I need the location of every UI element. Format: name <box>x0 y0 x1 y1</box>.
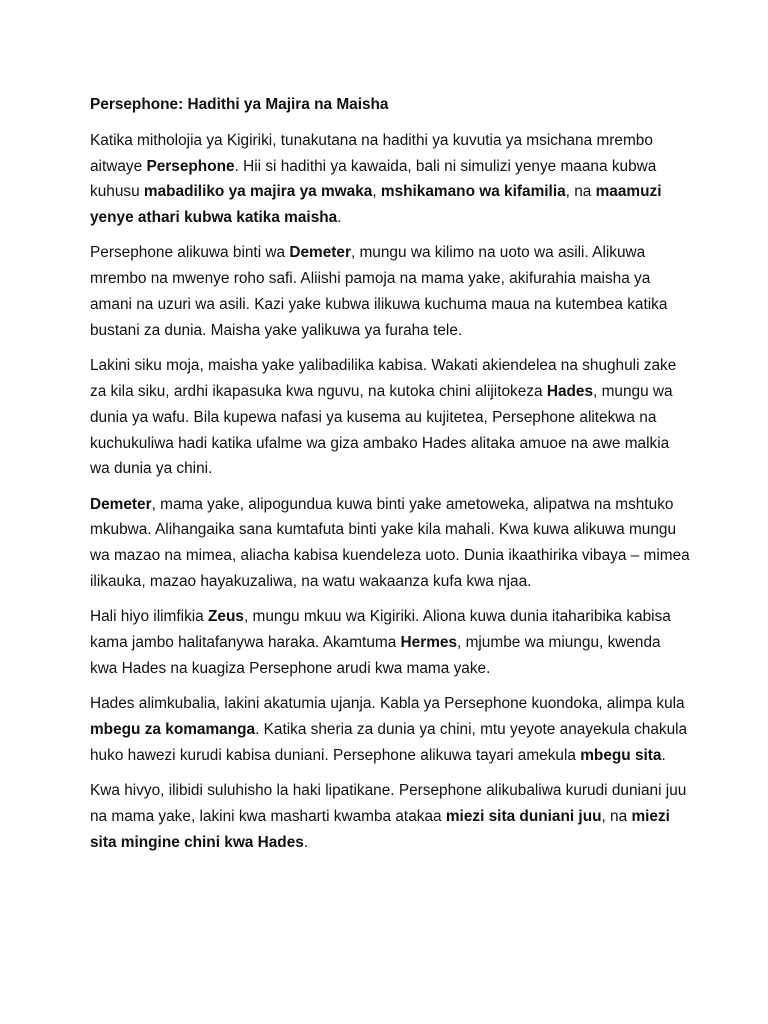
text-run: Lakini siku moja, maisha yake yalibadilika kabisa. Wakati akiendelea na shughuli zake za kila siku, ardhi ikapasuka kwa nguvu, na kutoka chini alijitokeza <box>90 357 677 400</box>
document-title: Persephone: Hadithi ya Majira na Maisha <box>90 96 389 113</box>
text-run: . <box>661 746 666 764</box>
paragraph <box>90 492 690 595</box>
paragraph <box>90 691 690 768</box>
text-run: Hades alimkubalia, lakini akatumia ujanja. Kabla ya Persephone kuondoka, alimpa kula <box>90 695 685 713</box>
text-run: , mjumbe wa miungu, kwenda kwa Hades na kuagiza Persephone arudi kwa mama yake. <box>90 634 661 677</box>
text-run: Katika mitholojia ya Kigiriki, tunakutana na hadithi ya kuvutia ya msichana mrembo aitwaye <box>90 131 653 175</box>
text-run: . Hii si hadithi ya kawaida, bali ni simulizi yenye maana kubwa kuhusu <box>90 157 657 201</box>
text-run: Hali hiyo ilimfikia <box>90 608 209 626</box>
bold-text: Hermes <box>400 634 458 652</box>
text-run: , mungu wa kilimo na uoto wa asili. Alikuwa mrembo na mwenye roho safi. Aliishi pamoja na mama yake, akifurahia maisha ya amani na uzuri wa asili. Kazi yake kubwa ilikuwa kuchuma maua na kutembea katika bustani za dunia. Maisha yake yalikuwa ya furaha tele. <box>90 244 668 339</box>
text-run: , <box>372 183 381 201</box>
bold-text: mabadiliko ya majira ya mwaka <box>143 183 373 201</box>
bold-text: Persephone <box>146 157 235 175</box>
text-run: . <box>337 209 342 227</box>
bold-text: mbegu sita <box>580 746 662 764</box>
text-run: Kwa hivyo, ilibidi suluhisho la haki lipatikane. Persephone alikubaliwa kurudi duniani juu na mama yake, lakini kwa masharti kwamba atakaa <box>90 782 687 825</box>
bold-text: mshikamano wa kifamilia <box>380 183 566 201</box>
paragraph <box>90 604 690 681</box>
bold-text: miezi sita duniani juu <box>445 807 602 825</box>
paragraph <box>90 128 690 231</box>
bold-text: mbegu za komamanga <box>90 721 256 739</box>
bold-text: Zeus <box>208 608 244 626</box>
paragraph <box>90 240 690 343</box>
text-run: . Katika sheria za dunia ya chini, mtu yeyote anayekula chakula huko hawezi kurudi kabisa duniani. Persephone alikuwa tayari amekula <box>90 721 688 764</box>
paragraph <box>90 778 690 855</box>
text-run: , mungu wa dunia ya wafu. Bila kupewa nafasi ya kusema au kujitetea, Persephone alitekwa na kuchukuliwa hadi katika ufalme wa giza ambako Hades alitaka amuoe na awe malkia wa dunia ya chini. <box>90 382 673 478</box>
text-run: . <box>303 833 309 851</box>
bold-text: Demeter <box>289 244 351 262</box>
paragraph-container <box>90 128 690 856</box>
bold-text: miezi sita mingine chini kwa Hades <box>90 807 670 851</box>
text-run: , mungu mkuu wa Kigiriki. Aliona kuwa dunia itaharibika kabisa kama jambo halitafanywa haraka. Akamtuma <box>90 608 671 652</box>
text-run: , na <box>565 183 596 201</box>
text-run: , na <box>601 807 632 825</box>
text-run: , mama yake, alipogundua kuwa binti yake ametoweka, alipatwa na mshtuko mkubwa. Alihangaika sana kumtafuta binti yake kila mahali. Kwa kuwa alikuwa mungu wa mazao na mimea, aliacha kabisa kuendeleza uoto. Dunia ikaathirika vibaya – mimea ilikauka, mazao hayakuzaliwa, na watu wakaanza kufa kwa njaa. <box>90 495 690 591</box>
bold-text: maamuzi yenye athari kubwa katika maisha <box>90 183 662 227</box>
text-run: Persephone alikuwa binti wa <box>90 244 290 262</box>
bold-text: Hades <box>546 382 594 400</box>
bold-text: Demeter <box>90 495 152 513</box>
paragraph <box>90 353 690 482</box>
document-body <box>90 92 690 865</box>
